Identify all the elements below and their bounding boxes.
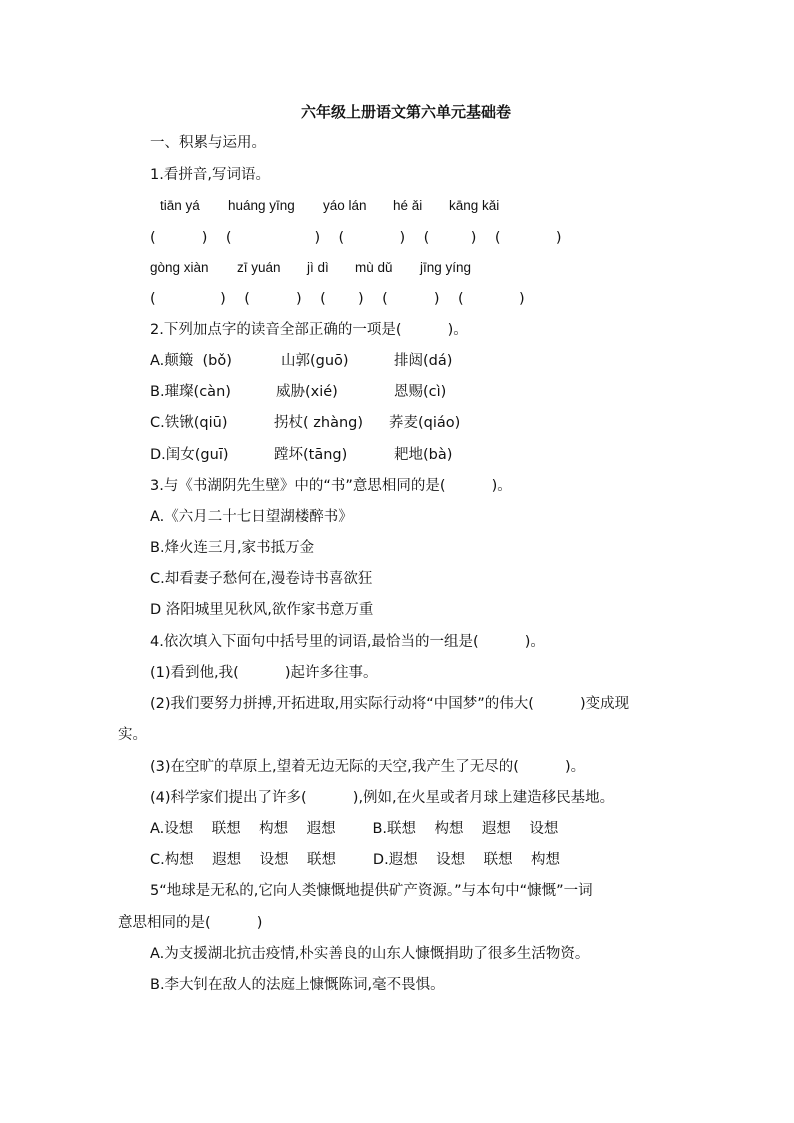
q2-option-d-2: 蹚坏(tāng) <box>274 447 348 463</box>
q2-option-a-1: A.颠簸 (bǒ) <box>150 353 232 369</box>
q4-sentence-2-cont: 实。 <box>118 727 147 743</box>
document-title: 六年级上册语文第六单元基础卷 <box>301 103 512 121</box>
q2-option-d-3: 耙地(bà) <box>394 447 453 463</box>
q5-prompt-line-2: 意思相同的是( ) <box>118 915 263 931</box>
q1-prompt: 1.看拼音,写词语。 <box>150 167 270 183</box>
q5-prompt-line-1: 5“地球是无私的,它向人类慷慨地提供矿产资源。”与本句中“慷慨”一词 <box>150 883 593 899</box>
pinyin-3: yáo lán <box>323 198 367 213</box>
q3-option-b: B.烽火连三月,家书抵万金 <box>150 540 315 556</box>
pinyin-9: mù dǔ <box>355 260 393 275</box>
section-heading: 一、积累与运用。 <box>150 135 266 151</box>
q4-options-cd: C.构想 遐想 设想 联想 D.遐想 设想 联想 构想 <box>150 852 560 868</box>
q2-option-c-3: 荞麦(qiáo) <box>389 415 461 431</box>
q2-prompt: 2.下列加点字的读音全部正确的一项是( )。 <box>150 322 468 338</box>
q2-option-b-1: B.璀璨(càn) <box>150 384 231 400</box>
q5-option-b: B.李大钊在敌人的法庭上慷慨陈词,毫不畏惧。 <box>150 977 445 993</box>
q5-option-a: A.为支援湖北抗击疫情,朴实善良的山东人慷慨捐助了很多生活物资。 <box>150 946 590 962</box>
q2-option-a-2: 山郭(guō) <box>281 353 349 369</box>
q4-prompt: 4.依次填入下面句中括号里的词语,最恰当的一组是( )。 <box>150 634 545 650</box>
q2-option-d-1: D.闺女(guī) <box>150 447 229 463</box>
q3-option-a: A.《六月二十七日望湖楼醉书》 <box>150 509 353 525</box>
pinyin-8: jì dì <box>307 260 329 275</box>
q2-option-c-1: C.铁锹(qiū) <box>150 415 228 431</box>
q4-sentence-2: (2)我们要努力拼搏,开拓进取,用实际行动将“中国梦”的伟大( )变成现 <box>150 696 630 712</box>
pinyin-1: tiān yá <box>160 198 200 213</box>
pinyin-6: gòng xiàn <box>150 260 209 275</box>
q3-option-d: D 洛阳城里见秋风,欲作家书意万重 <box>150 602 374 618</box>
q4-sentence-1: (1)看到他,我( )起许多往事。 <box>150 665 378 681</box>
q3-prompt: 3.与《书湖阴先生壁》中的“书”意思相同的是( )。 <box>150 478 512 494</box>
q4-sentence-3: (3)在空旷的草原上,望着无边无际的天空,我产生了无尽的( )。 <box>150 759 586 775</box>
pinyin-4: hé ǎi <box>393 198 423 213</box>
pinyin-7: zī yuán <box>237 260 281 275</box>
q2-option-b-2: 威胁(xié) <box>276 384 338 400</box>
q2-option-a-3: 排闼(dá) <box>394 353 453 369</box>
q4-sentence-4: (4)科学家们提出了许多( ),例如,在火星或者月球上建造移民基地。 <box>150 790 615 806</box>
answer-blanks-row-2: ( ) ( ) ( ) ( ) ( ) <box>150 291 525 307</box>
pinyin-10: jīng yíng <box>420 260 472 275</box>
q3-option-c: C.却看妻子愁何在,漫卷诗书喜欲狂 <box>150 571 373 587</box>
pinyin-2: huáng yīng <box>228 198 295 213</box>
pinyin-5: kāng kǎi <box>449 198 500 213</box>
q2-option-c-2: 拐杖( zhàng) <box>274 415 364 431</box>
answer-blanks-row-1: ( ) ( ) ( ) ( ) ( ) <box>150 230 562 246</box>
q4-options-ab: A.设想 联想 构想 遐想 B.联想 构想 遐想 设想 <box>150 821 559 837</box>
q2-option-b-3: 恩赐(cì) <box>394 384 447 400</box>
